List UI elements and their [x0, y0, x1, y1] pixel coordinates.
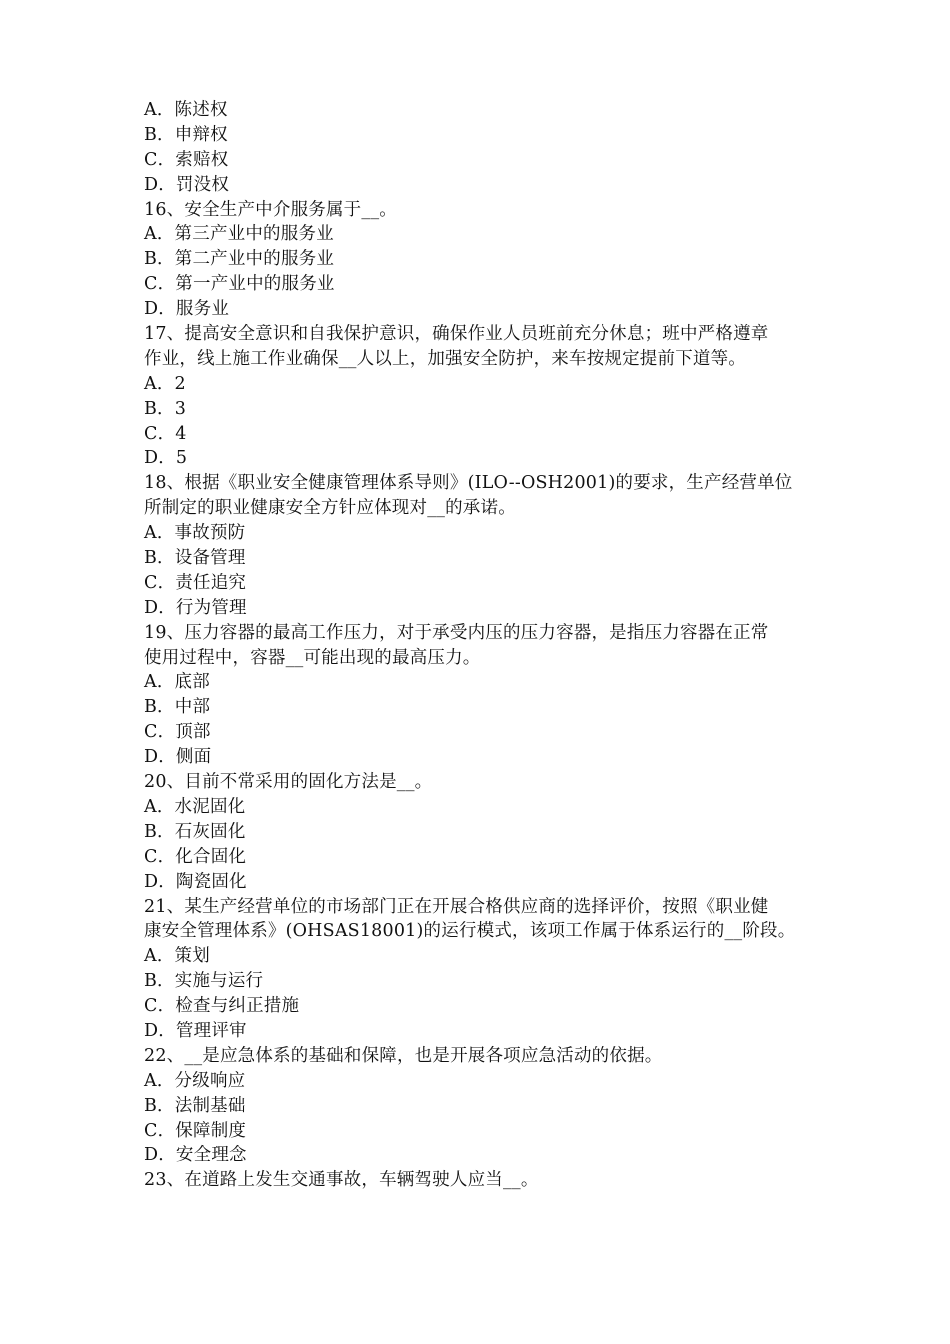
question-text-line: 20、目前不常采用的固化方法是__。: [144, 772, 433, 793]
answer-option-line: B．石灰固化: [144, 821, 246, 842]
answer-option-line: B．法制基础: [144, 1095, 246, 1116]
answer-option-line: B．第二产业中的服务业: [144, 249, 335, 270]
question-text-line: 18、根据《职业安全健康管理体系导则》(ILO--OSH2001)的要求，生产经营单位: [144, 473, 793, 494]
question-text-line: 19、压力容器的最高工作压力，对于承受内压的压力容器，是指压力容器在正常: [144, 622, 769, 643]
answer-option-line: D．陶瓷固化: [144, 871, 247, 892]
answer-option-line: B．设备管理: [144, 548, 246, 569]
answer-option-line: C．顶部: [144, 722, 211, 743]
question-text-line: 康安全管理体系》(OHSAS18001)的运行模式，该项工作属于体系运行的__阶段。: [144, 921, 796, 942]
answer-option-line: D．5: [144, 448, 188, 469]
answer-option-line: C．检查与纠正措施: [144, 996, 300, 1017]
question-text-line: 17、提高安全意识和自我保护意识，确保作业人员班前充分休息；班中严格遵章: [144, 324, 769, 345]
answer-option-line: D．管理评审: [144, 1020, 247, 1041]
answer-option-line: B．3: [144, 398, 187, 419]
answer-option-line: B．申辩权: [144, 124, 228, 145]
answer-option-line: D．罚没权: [144, 174, 230, 195]
question-text-line: 16、安全生产中介服务属于__。: [144, 199, 397, 220]
answer-option-line: D．行为管理: [144, 597, 247, 618]
question-text-line: 所制定的职业健康安全方针应体现对__的承诺。: [144, 498, 516, 519]
answer-option-line: A．事故预防: [144, 523, 246, 544]
question-text-line: 22、__是应急体系的基础和保障，也是开展各项应急活动的依据。: [144, 1045, 663, 1066]
answer-option-line: B．中部: [144, 697, 211, 718]
question-text-line: 作业，线上施工作业确保__人以上，加强安全防护，来车按规定提前下道等。: [144, 348, 746, 369]
answer-option-line: A．底部: [144, 672, 210, 693]
answer-option-line: B．实施与运行: [144, 971, 264, 992]
question-text-line: 21、某生产经营单位的市场部门正在开展合格供应商的选择评价，按照《职业健: [144, 896, 769, 917]
answer-option-line: C．保障制度: [144, 1120, 247, 1141]
answer-option-line: A．2: [144, 373, 186, 394]
answer-option-line: D．侧面: [144, 747, 212, 768]
answer-option-line: A．第三产业中的服务业: [144, 224, 334, 245]
answer-option-line: C．索赔权: [144, 149, 229, 170]
answer-option-line: D．服务业: [144, 299, 230, 320]
answer-option-line: A．水泥固化: [144, 796, 246, 817]
answer-option-line: A．陈述权: [144, 100, 228, 120]
document-body: [144, 98, 812, 1193]
question-text-line: 23、在道路上发生交通事故，车辆驾驶人应当__。: [144, 1170, 539, 1191]
answer-option-line: C．化合固化: [144, 846, 247, 867]
answer-option-line: D．安全理念: [144, 1145, 247, 1166]
answer-option-line: C．第一产业中的服务业: [144, 274, 335, 295]
answer-option-line: C．责任追究: [144, 572, 247, 593]
answer-option-line: A．分级响应: [144, 1070, 246, 1091]
answer-option-line: C．4: [144, 423, 187, 444]
answer-option-line: A．策划: [144, 946, 210, 967]
question-text-line: 使用过程中，容器__可能出现的最高压力。: [144, 647, 481, 668]
